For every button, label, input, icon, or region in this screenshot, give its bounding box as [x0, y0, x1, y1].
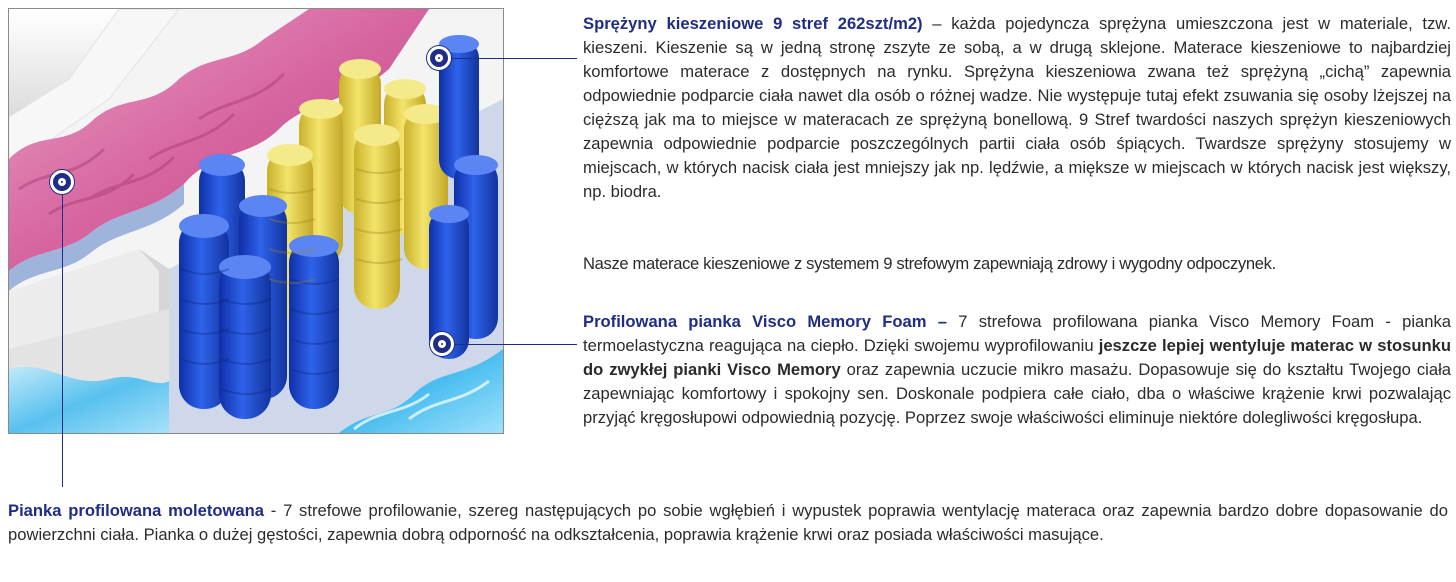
- pocket-springs-text: – każda pojedyncza sprężyna umieszczona jest w materiale, tzw. kieszeni. Kieszenie są w jedną stronę zszyte ze sobą, a w drugą sklejone. Materace kieszeniowe to najbardziej komfortowe materace z dostępnych na rynku. Sprężyna kieszeniowa zwana też sprężyną „cichą” zapewnia odpowiednie podparcie ciała nawet dla osób o różnej wadze. Nie występuje tutaj efekt zsuwania się osoby lżejszej na cięższą jak ma to miejsce w materacach ze sprężyną bonellową. 9 Stref twardości naszych sprężyn kieszeniowych zapewnia odpowiednie podparcie poszczególnych partii ciała osób śpiących. Twardsze sprężyny stosujemy w miejscach, w których nacisk ciała jest mniejszy jak np. lędźwie, a miększe w miejscach w których nacisk jest większy, np. biodra.: [583, 14, 1451, 201]
- visco-foam-description: [583, 310, 1451, 430]
- callout-marker-springs: [427, 46, 451, 70]
- visco-foam-heading: Profilowana pianka Visco Memory Foam –: [583, 312, 947, 331]
- callout-marker-visco: [430, 332, 454, 356]
- callout-line-moletowana: [62, 182, 63, 487]
- moletowana-foam-text: - 7 strefowe profilowanie, szereg następujących po sobie wgłębień i wypustek poprawia wentylację materaca oraz zapewnia bardzo dobre dopasowanie do powierzchni ciała. Pianka o dużej gęstości, zapewnia dobrą odporność na odkształcenia, poprawia krążenie krwi oraz posiada właściwości masujące.: [8, 501, 1449, 544]
- pocket-springs-heading: Sprężyny kieszeniowe 9 stref 262szt/m2): [583, 14, 923, 33]
- visco-foam-text-after: oraz zapewnia uczucie mikro masażu. Dopasowuje się do kształtu Twojego ciała zapewniając komfortowy i spokojny sen. Doskonale podpiera całe ciało, dba o właściwe krążenie krwi pozwalając przyjąć kręgosłupowi odpowiednią pozycję. Poprzez swoje właściwości eliminuje niektóre dolegliwości kręgosłupa.: [583, 360, 1451, 427]
- mattress-cross-section-image: [8, 8, 504, 434]
- pocket-springs-description: [583, 12, 1451, 204]
- moletowana-foam-description: [8, 499, 1448, 547]
- visco-foam-text-before: 7 strefowa profilowana pianka Visco Memory Foam - pianka termoelastyczna reagująca na ciepło. Dzięki swojemu wyprofilowaniu: [583, 312, 1451, 355]
- pocket-springs-summary: Nasze materace kieszeniowe z systemem 9 strefowym zapewniają zdrowy i wygodny odpoczynek.: [583, 254, 1276, 273]
- moletowana-foam-heading: Pianka profilowana moletowana: [8, 501, 265, 520]
- callout-line-springs: [431, 58, 577, 59]
- visco-foam-bold-text: jeszcze lepiej wentyluje materac w stosunku do zwykłej pianki Visco Memory: [583, 336, 1451, 379]
- callout-marker-moletowana: [50, 170, 74, 194]
